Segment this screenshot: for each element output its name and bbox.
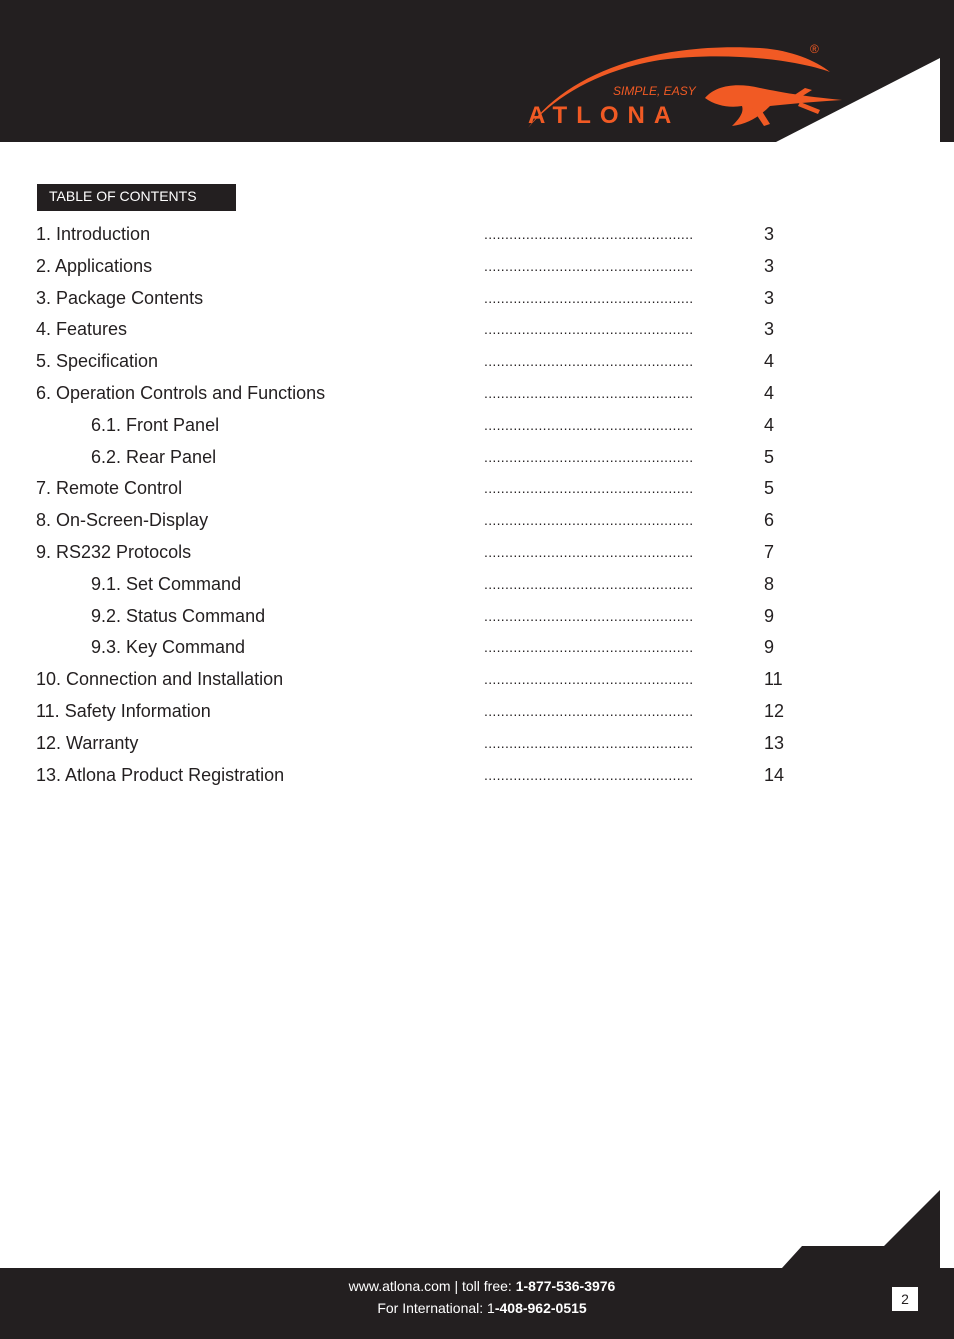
toc-entry-remote-control[interactable] (0, 476, 954, 508)
page-number: 2 (892, 1287, 918, 1311)
toc-entry-page: 4 (764, 382, 775, 403)
registered-mark: ® (810, 42, 819, 56)
toc-entry-page: 4 (764, 414, 775, 435)
toc-leader-dots: .................................................. (484, 671, 694, 688)
toc-entry-label: 3. Package Contents (36, 287, 204, 308)
toc-entry-operation-controls[interactable] (0, 381, 954, 413)
toll-free-label: | toll free: (450, 1278, 516, 1294)
website-link[interactable]: www.atlona.com (348, 1278, 451, 1294)
toc-entry-on-screen-display[interactable] (0, 508, 954, 540)
toc-leader-dots: .................................................. (484, 575, 694, 592)
footer-corner-graphic (0, 1180, 954, 1280)
toc-leader-dots: .................................................. (484, 512, 694, 529)
toc-leader-dots: .................................................. (484, 448, 694, 465)
toc-entry-key-command[interactable] (0, 635, 954, 667)
toc-entry-specification[interactable] (0, 349, 954, 381)
toc-entry-label: 6. Operation Controls and Functions (36, 382, 326, 403)
toc-list (0, 222, 954, 794)
toc-entry-label: 9. RS232 Protocols (36, 541, 192, 562)
toc-entry-label: 2. Applications (36, 255, 153, 276)
toc-entry-page: 11 (764, 669, 783, 690)
toc-entry-page: 3 (764, 319, 775, 340)
toc-entry-page: 13 (764, 732, 785, 753)
toc-leader-dots: .................................................. (484, 321, 694, 338)
footer-contact-line (0, 1277, 954, 1295)
toc-entry-label: 6.2. Rear Panel (91, 446, 217, 467)
page-header (0, 0, 954, 142)
toc-entry-label: 4. Features (36, 319, 128, 340)
toc-entry-rear-panel[interactable] (0, 445, 954, 477)
toc-entry-page: 9 (764, 605, 775, 626)
toc-entry-page: 5 (764, 478, 775, 499)
toc-entry-page: 9 (764, 637, 775, 658)
toc-entry-label: 5. Specification (36, 351, 159, 372)
toc-entry-label: 8. On-Screen-Display (36, 510, 209, 531)
toc-entry-page: 3 (764, 224, 775, 244)
toc-entry-page: 3 (764, 255, 775, 276)
toc-entry-safety-information[interactable] (0, 699, 954, 731)
toc-entry-label: 6.1. Front Panel (91, 414, 220, 435)
toc-entry-status-command[interactable] (0, 604, 954, 636)
toc-entry-page: 8 (764, 573, 775, 594)
toc-entry-label: 1. Introduction (36, 224, 151, 244)
toc-entry-connection-installation[interactable] (0, 667, 954, 699)
international-number: -408-962-0515 (494, 1300, 587, 1316)
toc-entry-label: 9.3. Key Command (91, 637, 246, 658)
toc-heading: TABLE OF CONTENTS (37, 184, 236, 211)
toc-leader-dots: .................................................. (484, 226, 694, 242)
page-footer (0, 1268, 954, 1339)
toc-entry-page: 4 (764, 351, 775, 372)
toc-entry-label: 10. Connection and Installation (36, 669, 284, 690)
atlona-logo-graphic (0, 0, 954, 142)
toc-entry-page: 3 (764, 287, 775, 308)
toc-entry-label: 12. Warranty (36, 732, 139, 753)
toc-leader-dots: .................................................. (484, 353, 694, 370)
toc-leader-dots: .................................................. (484, 639, 694, 656)
toc-leader-dots: .................................................. (484, 702, 694, 719)
toc-entry-set-command[interactable] (0, 572, 954, 604)
toc-entry-page: 12 (764, 700, 785, 721)
brand-tagline: SIMPLE, EASY (613, 84, 696, 98)
toc-leader-dots: .................................................. (484, 257, 694, 274)
toc-entry-label: 9.2. Status Command (91, 605, 266, 626)
toc-leader-dots: .................................................. (484, 543, 694, 560)
toc-leader-dots: .................................................. (484, 734, 694, 751)
toc-leader-dots: .................................................. (484, 766, 694, 783)
international-label: For International: 1 (377, 1300, 495, 1316)
brand-wordmark: ATLONA (528, 102, 681, 129)
toc-entry-introduction[interactable] (0, 222, 954, 254)
toc-leader-dots: .................................................. (484, 289, 694, 306)
toc-entry-label: 9.1. Set Command (91, 573, 242, 594)
toc-entry-page: 7 (764, 541, 775, 562)
toc-leader-dots: .................................................. (484, 480, 694, 497)
toc-entry-page: 14 (764, 764, 785, 785)
toc-entry-package-contents[interactable] (0, 286, 954, 318)
toc-entry-page: 5 (764, 446, 775, 467)
toc-leader-dots: .................................................. (484, 607, 694, 624)
toc-leader-dots: .................................................. (484, 416, 694, 433)
toc-leader-dots: .................................................. (484, 384, 694, 401)
toc-entry-front-panel[interactable] (0, 413, 954, 445)
toc-entry-applications[interactable] (0, 254, 954, 286)
toc-entry-features[interactable] (0, 317, 954, 349)
toc-entry-label: 7. Remote Control (36, 478, 183, 499)
toc-entry-product-registration[interactable] (0, 763, 954, 795)
toc-entry-warranty[interactable] (0, 731, 954, 763)
toc-entry-label: 11. Safety Information (36, 700, 211, 721)
toc-entry-page: 6 (764, 510, 775, 531)
toll-free-number: 1-877-536-3976 (515, 1278, 616, 1294)
toc-entry-rs232-protocols[interactable] (0, 540, 954, 572)
toc-entry-label: 13. Atlona Product Registration (36, 764, 285, 785)
footer-international-line (0, 1299, 954, 1317)
